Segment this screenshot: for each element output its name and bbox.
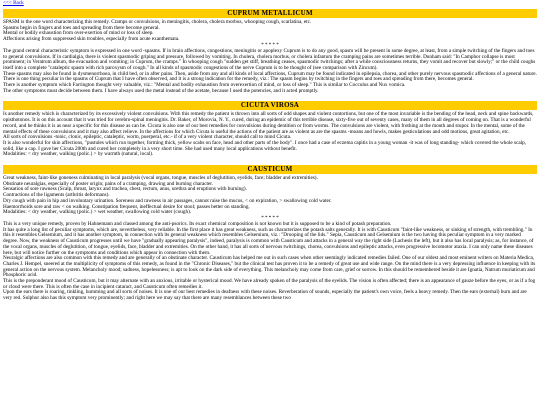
body-paragraph: This is a very unique remedy, proven by Hahnemann and classed among the anti-psorics. Its exact chemical composition is not known but it is supposed to be a kind of potash preparation. bbox=[3, 220, 392, 227]
body-paragraph: This is the preponderant mood of Causticum, but it may alternate with an anxious, irritable or hysterical mood. We have already spoken of the paralysis of the eyelids. The vision is often affected; there is an appearance of gauze before the eyes, or as if a fog or cloud were there. This is often the case in incipient cataract, and Causticum often remedies it. bbox=[3, 278, 536, 290]
summary-line: SPASM is the one word characterizing this remedy. Cramps or convulsions, in meningitis, cholera, cholera morbus, whooping cough, scarlatina, etc. bbox=[3, 19, 312, 25]
spacer bbox=[3, 158, 537, 164]
body-paragraph: These spasms may also be found in dysmenorrhoea, in child bed, or in after pains. Then, aside from any and all kinds of local affections, Cuprum may be found indicated in epilepsia, chorea, and other purely nervous spasmodic affections of a general nature. There is one thing peculiar in the spasms of Cuprum that I have often observed, and it is a strong indication for the remedy, viz.: The spasm begins by twitching in the fingers and toes and spreading from there, becomes general. bbox=[3, 70, 537, 83]
separator: * * * * * bbox=[261, 42, 279, 48]
summary-line: Contractions of the ligaments (arthritis deformans). bbox=[3, 192, 110, 199]
section-header-cicuta: CICUTA VIROSA bbox=[3, 101, 537, 110]
back-link[interactable]: <<< Back bbox=[3, 0, 24, 6]
summary-line: Mental or bodily exhaustion from over-exertion of mind or loss of sleep. bbox=[3, 30, 154, 37]
body-paragraph: Is another remedy which is characterized by its excessively violent convulsions. With this remedy the patient is thrown into all sorts of odd shapes and violent contortions, but one of the most invariable is the bending of the head, neck and spine backwards, opisthotonos. It is on this account that it was tried for cerebro-spinal meningitis. Dr. Baker, of Morovia, N. Y., cured, during an epidemic of this terrible disease, sixty-five out of seventy cases, many of them in all degrees of coming on. That is a wonderful record, and he thinks it is as near a specific for this disease as can be. Cicuta is also one of our best remedies for convulsions during dentition or from worms. The convulsions are violent, with frothing at the mouth and stupor. In the mental, some of the mental effects of these convulsions and it may also affect relieve. In the affections for which Cicuta is useful the actions of the patient are as violent as are the spasms -moans and howls, makes gesticulations and odd motions, great agitation, etc. bbox=[3, 111, 534, 135]
body-paragraph: Upon the ears there is roaring, tinkling, humming and all sorts of noises. It is one of our best remedies in deafness with these noises. Reverberation of sounds, especially the patient's own voice, feels a heavy remedy. Then the ears (external) burn and are very red. Sulphur also has this symptom very prominently; and right here we may say that there are many resemblances between these two bbox=[3, 289, 527, 302]
summary-line: Obstinate neuralgias, especially of poster origin; pains of a cramping, drawing and burning character. bbox=[3, 180, 214, 187]
body-paragraph: Neuralgic affections are also common with this remedy and are generally of an obstinate character. Causticum has helped me out in such cases when other seemingly indicated remedies failed. One of our oldest and most eminent writers on Materia Medica, Charles J. Hempel, sneered at the multiplicity of symptoms of this remedy, as found in the "Chronic Diseases," but the clinical test has proven it to be a remedy of great use and wide range. On the mind there is a very depressing influence in keeping with its general action on the nervous system. Melancholy mood; sadness, hopelessness; is apt to look on the dark side of everything. This melancholy may come from care, grief or sorrow. In this should be remembered beside it are Ignatia, Natrum muriaticum and Phosphoric acid. bbox=[3, 255, 536, 279]
body-paragraph: The grand central characteristic symptom is expressed in one word -spasms. If in brain affections, congestions, meningitis or apoplexy Cuprum is to do any good, spasm will be present in some degree, at least, from a simple twitching of the fingers and toes to general convulsions. If in cardialgia, there is violent spasmodic griping and pressure, followed by vomiting. In cholera, cholera morbus, or cholera infantum the cramping pains are sometimes terrible. Dunham said: "In Camphor collapse is most prominent; in Veratrum album, the evacuation and vomiting; in Cuprum, the cramps." In whooping cough "sudden get stiff, breathing ceases, spasmodic twitchings; after a while consciousness returns, they vomit and recover but slowly;" or the child coughs itself into a complete "cataleptic spasm with rich paroxysm of cough." In all kinds of spasmodic congestions of the nerve Cuprum is to be thought of (see comparison with Zincum). bbox=[3, 47, 536, 71]
section-header-cuprum: CUPRUM METALLICUM bbox=[3, 9, 537, 18]
body-paragraph: It has quite a long list of peculiar symptoms, which are, nevertheless, very reliable. In the first place it has great weakness, such as characterizes the potash salts generally. It is with Causticum "faint-like weakness, or sinking of strength, with trembling." In this it resembles Gelsemium, and it has another symptom, in connection with its general weakness which resembles Gelsemium, viz.: "Drooping of the lids." Sepia, Causticum and Gelsemium is the two having this peculiar symptom in a very marked degree. Now, the weakness of Causticum progresses until we have "gradually appearing paralysis", indeed, paralysis is common with Causticum and attacks in a general way the right side (Lachesis the left), but it also has local paralysis; as, for instance, of the vocal organs, muscles of deglutition, of tongue, eyelids, face, bladder and extremities. On the other hand, it has all sorts of nervous twitchings, chorea, convulsions and epileptic attacks, even progressive locomotor ataxia. I can only name these diseases here, but will notice further on the symptoms and conditions which appear in connection with them. bbox=[3, 226, 534, 256]
summary-line: Dry cough with pain in hip and involuntary urination. Soreness and rawness in air passages, cannot raise the mucus, < on expiration, > swallowing cold water. bbox=[3, 197, 332, 204]
section-header-causticum: CAUSTICUM bbox=[3, 165, 537, 174]
spacer bbox=[3, 94, 537, 100]
summary-line: Sensation of sore rawness (Scalp, throat, larynx and trachea, chest, rectum, anus, urethra and eruptions with burning). bbox=[3, 186, 247, 193]
summary-line: Modalities: < dry weather, walking (polic.) > wet weather, swallowing cold water (cough). bbox=[3, 209, 192, 216]
body-paragraph: The other symptoms must decide between them. I have always used the metal instead of the acetate, because I used the potencies, and it acted promptly. bbox=[3, 87, 319, 94]
summary-line: Spasms begin in fingers and toes and spreading from there become general. bbox=[3, 24, 160, 31]
body-paragraph: There is another symptom which Farrington thought very valuable, viz.: "Mental and bodily exhaustion from overexertion of mind, or loss of sleep." This is similar to Cocculus and Nux vomica. bbox=[3, 82, 406, 89]
summary-line: Affections arising from suppressed skin troubles, especially from acute exanthemata. bbox=[3, 36, 180, 43]
body-paragraph: All sorts of convulsions -tonic, clonic, epileptic, cataleptic, worm, puerperal, etc.- if of a very violent character, should call to mind Cicuta. bbox=[3, 134, 292, 141]
body-paragraph: Modalities: < dry weather, walking (polic.) > by warmth (natural, local). bbox=[3, 151, 154, 158]
summary-line: Haemorrhoids sore and raw < on walking. Constipation frequent, ineffectual desire for stool; passes better on standing. bbox=[3, 203, 250, 210]
body-paragraph: It is also wonderful for skin affections, "pustules which run together, forming thick, yellow scabs on face, head and other parts of the body". I once had a case of eczema capitis in a young woman -it was of long standing- which covered the whole scalp, solid, like a cap. I gave her Cicuta 200th and cured her completely in a very short time. She had used many local applications without benefit. bbox=[3, 139, 526, 152]
summary-line: Great weakness, faint-like goneness culminating in local paralysis (vocal organs, tongue, muscles of deglutition, eyelids, face; bladder and extremities). bbox=[3, 175, 318, 182]
separator: * * * * * bbox=[261, 215, 279, 221]
